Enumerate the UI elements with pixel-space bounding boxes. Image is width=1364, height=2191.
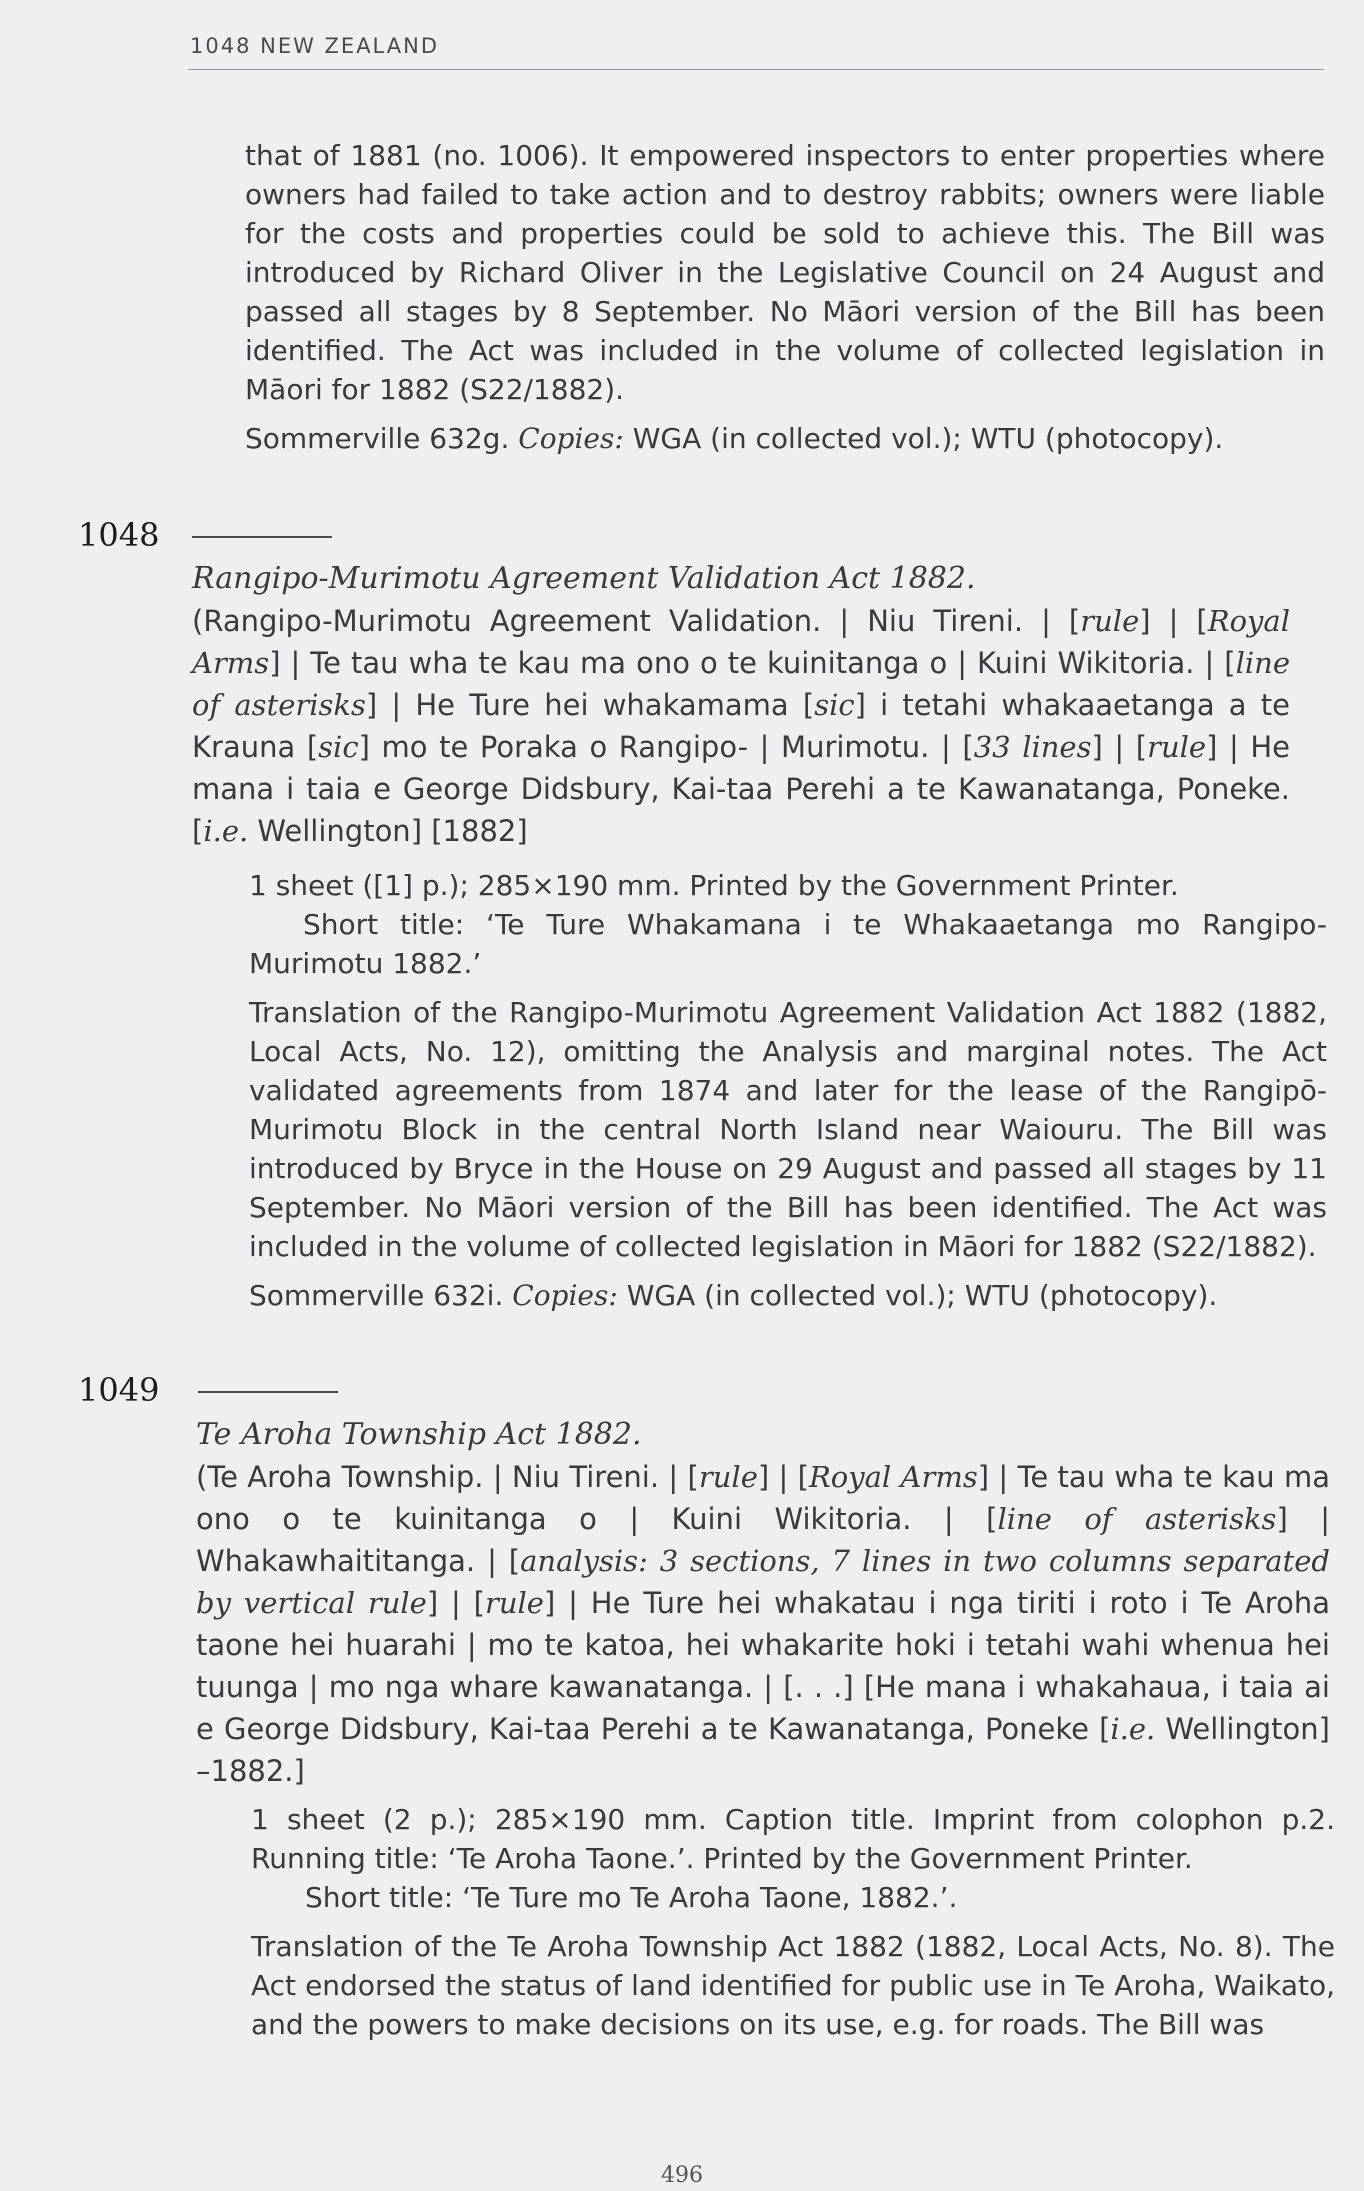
entry-1048	[192, 558, 1290, 852]
entry-1049-transcription: (Te Aroha Township. | Niu Tireni. | [rule] | [Royal Arms] | Te tau wha te kau ma ono o te kuinitanga o | Kuini Wikitoria. | [line of asterisks] | Whakawhaititanga. | [analysis: 3 sections, 7 lines in two columns separated by vertical rule] | [rule] | He Ture hei whakatau i nga tiriti i roto i Te Aroha taone hei huarahi | mo te katoa, hei whakarite hoki i tetahi wahi whenua hei tuunga | mo nga whare kawanatanga. | [. . .] [He mana i whakahaua, i taia ai e George Didsbury, Kai-taa Perehi a te Kawanatanga, Poneke [i.e. Wellington] –1882.]	[196, 1460, 1330, 1788]
entry-1048-physical: 1 sheet ([1] p.); 285×190 mm. Printed by the Government Printer.	[249, 869, 1179, 902]
entry-1048-title: Rangipo-Murimotu Agreement Validation Act 1882.	[192, 561, 976, 596]
entry-1049	[196, 1414, 1330, 1792]
entry-number-1048: 1048	[78, 516, 160, 554]
entry-1048-reference: Sommerville 632i. Copies: WGA (in collected vol.); WTU (photocopy).	[249, 1279, 1218, 1312]
entry-dash-1048	[192, 536, 332, 538]
intro-sommerville: Sommerville 632g.	[245, 422, 510, 455]
entry-1048-note: Translation of the Rangipo-Murimotu Agreement Validation Act 1882 (1882, Local Acts, No. 12), omitting the Analysis and marginal notes. The Act validated agreements from 1874 and later for the lease of the Rangipō-Murimotu Block in the central North Island near Waiouru. The Bill was introduced by Bryce in the House on 29 August and passed all stages by 11 September. No Māori version of the Bill has been identified. The Act was included in the volume of collected legislation in Māori for 1882 (S22/1882).	[249, 996, 1327, 1263]
intro-copies-text: WGA (in collected vol.); WTU (photocopy).	[632, 422, 1224, 455]
entry-number-1049: 1049	[78, 1371, 160, 1409]
intro-paragraph: that of 1881 (no. 1006). It empowered inspectors to enter properties where owners had failed to take action and to destroy rabbits; owners were liable for the costs and properties could be sold to achieve this. The Bill was introduced by Richard Oliver in the Legislative Council on 24 August and passed all stages by 8 September. No Māori version of the Bill has been identified. The Act was included in the volume of collected legislation in Māori for 1882 (S22/1882).	[245, 139, 1325, 406]
running-header: 1048 NEW ZEALAND	[190, 34, 439, 58]
entry-1049-physical: 1 sheet (2 p.); 285×190 mm. Caption title. Imprint from colophon p.2. Running title: ‘Te Aroha Taone.’. Printed by the Government Printer.	[251, 1803, 1335, 1875]
entry-1048-details	[249, 866, 1327, 1315]
header-rule	[188, 69, 1324, 70]
entry-dash-1049	[198, 1391, 338, 1393]
intro-reference	[245, 419, 1325, 458]
entry-1049-note: Translation of the Te Aroha Township Act 1882 (1882, Local Acts, No. 8). The Act endorsed the status of land identified for public use in Te Aroha, Waikato, and the powers to make decisions on its use, e.g. for roads. The Bill was	[251, 1930, 1335, 2041]
intro-section	[245, 136, 1325, 458]
entry-1049-short-title: Short title: ‘Te Ture mo Te Aroha Taone, 1882.’.	[305, 1881, 958, 1914]
entry-1049-details	[251, 1800, 1335, 2044]
entry-1048-short-title: Short title: ‘Te Ture Whakamana i te Whakaaetanga mo Rangipo-Murimotu 1882.’	[249, 908, 1327, 980]
entry-1048-transcription: (Rangipo-Murimotu Agreement Validation. | Niu Tireni. | [rule] | [Royal Arms] | Te tau wha te kau ma ono o te kuinitanga o | Kuini Wikitoria. | [line of asterisks] | He Ture hei whakamama [sic] i tetahi whakaaetanga a te Krauna [sic] mo te Poraka o Rangipo- | Murimotu. | [33 lines] | [rule] | He mana i taia e George Didsbury, Kai-taa Perehi a te Kawanatanga, Poneke. [i.e. Wellington] [1882]	[192, 604, 1290, 848]
entry-1049-title: Te Aroha Township Act 1882.	[196, 1417, 642, 1452]
intro-copies-label: Copies:	[518, 422, 624, 455]
page-number: 496	[661, 2163, 703, 2188]
